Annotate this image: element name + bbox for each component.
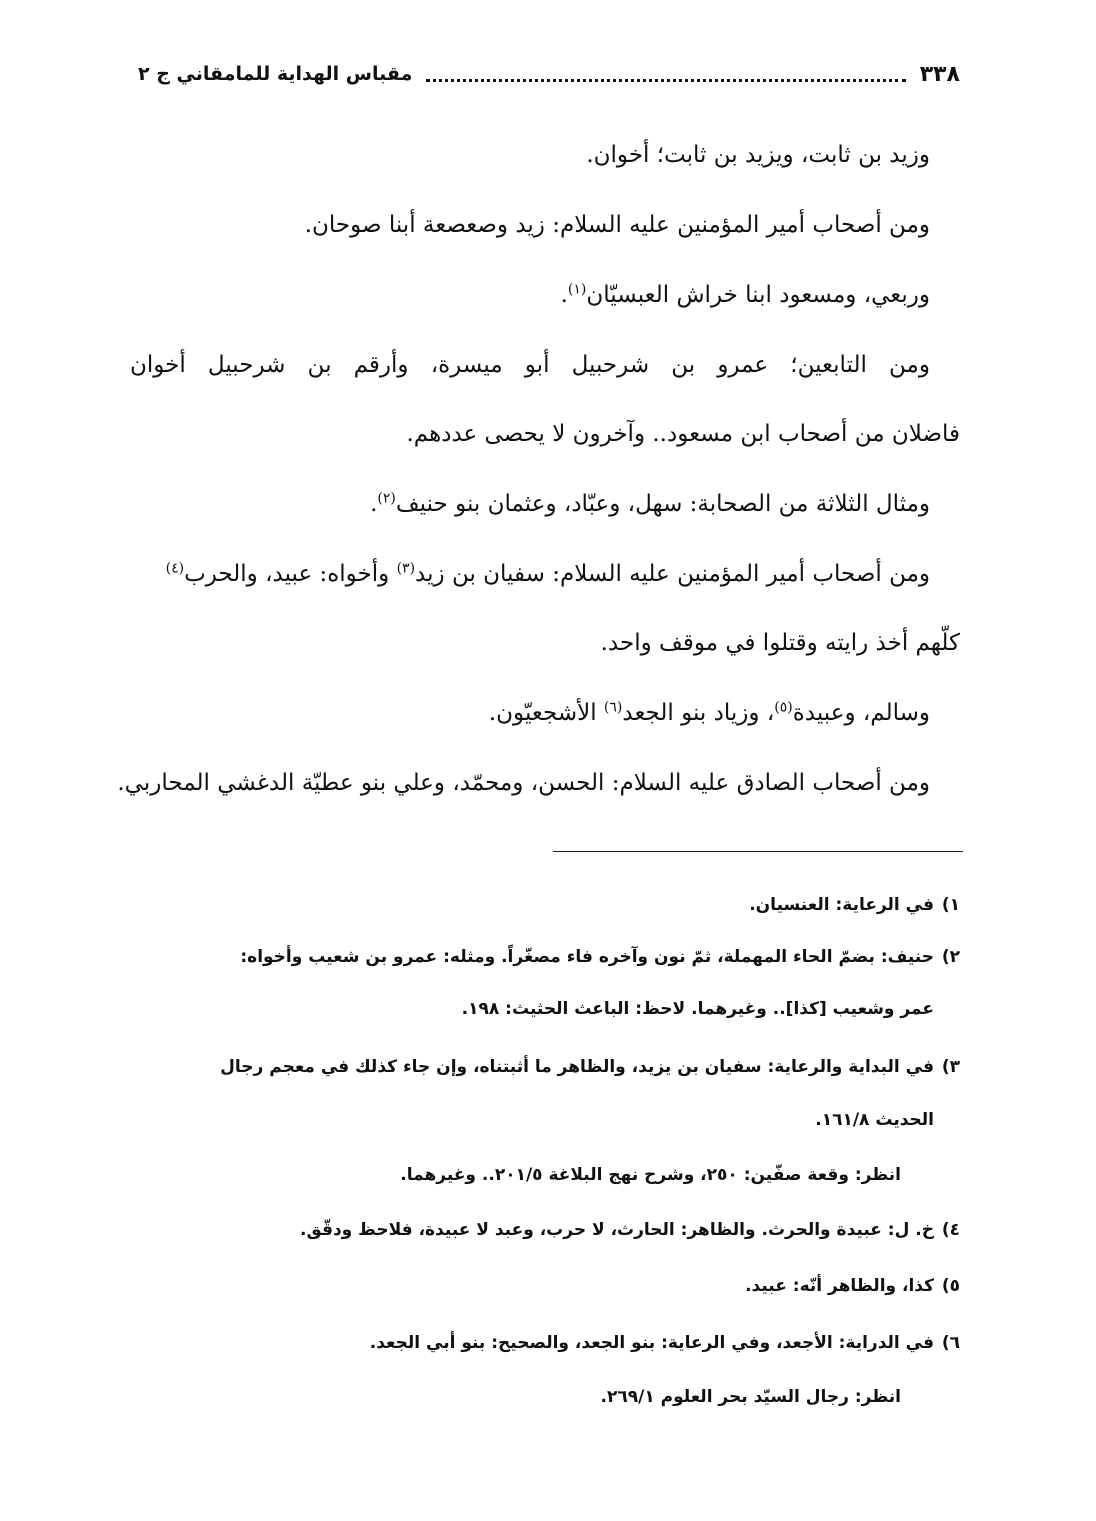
body-line-3 — [561, 282, 930, 308]
body-line-7-text-a: ومن أصحاب أمير المؤمنين عليه السلام: سفيان بن زيد — [415, 561, 930, 587]
footnote-2 — [240, 947, 960, 967]
body-line-10: ومن أصحاب الصادق عليه السلام: الحسن، ومحمّد، وعلي بنو عطيّة الدغشي المحاربي. — [117, 770, 930, 796]
footnote-separator — [553, 851, 963, 852]
footnote-5-number: ٥) — [941, 1276, 960, 1296]
footnote-3-continued: الحديث ١٦١/٨. — [815, 1110, 934, 1130]
body-line-9-text-c: الأشجعيّون. — [488, 700, 604, 726]
footnote-ref-2: (٢) — [377, 490, 396, 507]
footnote-1-text: في الرعاية: العنسيان. — [749, 895, 934, 915]
page-number: ٣٣٨ — [919, 61, 960, 87]
footnote-4 — [300, 1220, 960, 1240]
body-line-2: ومن أصحاب أمير المؤمنين عليه السلام: زيد وصعصعة أبنا صوحان. — [304, 212, 930, 238]
footnote-2-text-a: حنيف: بضمّ الحاء المهملة، ثمّ نون وآخره فاء مصغّراً. ومثله: عمرو بن شعيب وأخواه: — [240, 947, 934, 967]
footnote-3-text-a: في البداية والرعاية: سفيان بن يزيد، والظاهر ما أثبتناه، وإن جاء كذلك في معجم رجال — [220, 1057, 934, 1077]
footnote-6-text-a: في الدراية: الأجعد، وفي الرعاية: بنو الجعد، والصحيح: بنو أبي الجعد. — [369, 1333, 934, 1353]
body-line-6-end: . — [370, 491, 378, 517]
body-line-3-end: . — [560, 282, 568, 308]
footnote-ref-1: (١) — [567, 281, 587, 298]
footnote-3-see-also: انظر: وقعة صفّين: ٢٥٠، وشرح نهج البلاغة ٢٠١/٥.. وغيرهما. — [400, 1165, 901, 1185]
footnote-4-text: خ. ل: عبيدة والحرث. والظاهر: الحارث، لا حرب، وعبد لا عبيدة، فلاحظ ودقّق. — [300, 1220, 934, 1240]
footnote-1 — [749, 895, 960, 915]
body-line-9 — [489, 700, 930, 726]
footnote-ref-4: (٤) — [165, 560, 185, 577]
footnote-2-continued: عمر وشعيب [كذا].. وغيرهما. لاحظ: الباعث الحثيث: ١٩٨. — [461, 999, 934, 1019]
footnote-6-see-also: انظر: رجال السيّد بحر العلوم ٢٦٩/١. — [600, 1387, 901, 1407]
footnote-5-text: كذا، والظاهر أنّه: عبيد. — [745, 1276, 934, 1296]
running-header — [138, 52, 960, 96]
body-line-5: فاضلان من أصحاب ابن مسعود.. وآخرون لا يحصى عددهم. — [406, 421, 960, 447]
footnote-6 — [370, 1333, 960, 1353]
footnote-1-number: ١) — [941, 895, 960, 915]
body-line-8: كلّهم أخذ رايته وقتلوا في موقف واحد. — [600, 630, 960, 656]
footnote-6-number: ٦) — [941, 1333, 960, 1353]
footnote-ref-3: (٣) — [396, 560, 416, 577]
body-line-6 — [370, 491, 930, 517]
footnote-ref-6: (٦) — [603, 699, 623, 716]
body-line-7 — [166, 561, 930, 587]
header-leader-dots — [426, 59, 905, 82]
footnote-3-number: ٣) — [941, 1057, 960, 1077]
body-line-1: وزيد بن ثابت، ويزيد بن ثابت؛ أخوان. — [586, 142, 930, 168]
book-title: مقباس الهداية للمامقاني ج ٢ — [138, 63, 413, 85]
body-line-7-text-b: وأخواه: عبيد، والحرب — [184, 561, 397, 587]
footnote-ref-5: (٥) — [774, 699, 793, 716]
footnote-2-number: ٢) — [941, 947, 960, 967]
body-line-6-text: ومثال الثلاثة من الصحابة: سهل، وعبّاد، وعثمان بنو حنيف — [395, 491, 930, 517]
footnote-4-number: ٤) — [941, 1220, 960, 1240]
footnote-5 — [745, 1276, 960, 1296]
body-line-9-text-a: وسالم، وعبيدة — [792, 700, 930, 726]
body-line-9-text-b: ، وزياد بنو الجعد — [622, 700, 775, 726]
body-line-4: ومن التابعين؛ عمرو بن شرحبيل أبو ميسرة، وأرقم بن شرحبيل أخوان — [130, 352, 930, 378]
body-line-3-text: وربعي، ومسعود ابنا خراش العبسيّان — [586, 282, 930, 308]
footnote-3 — [220, 1057, 960, 1077]
